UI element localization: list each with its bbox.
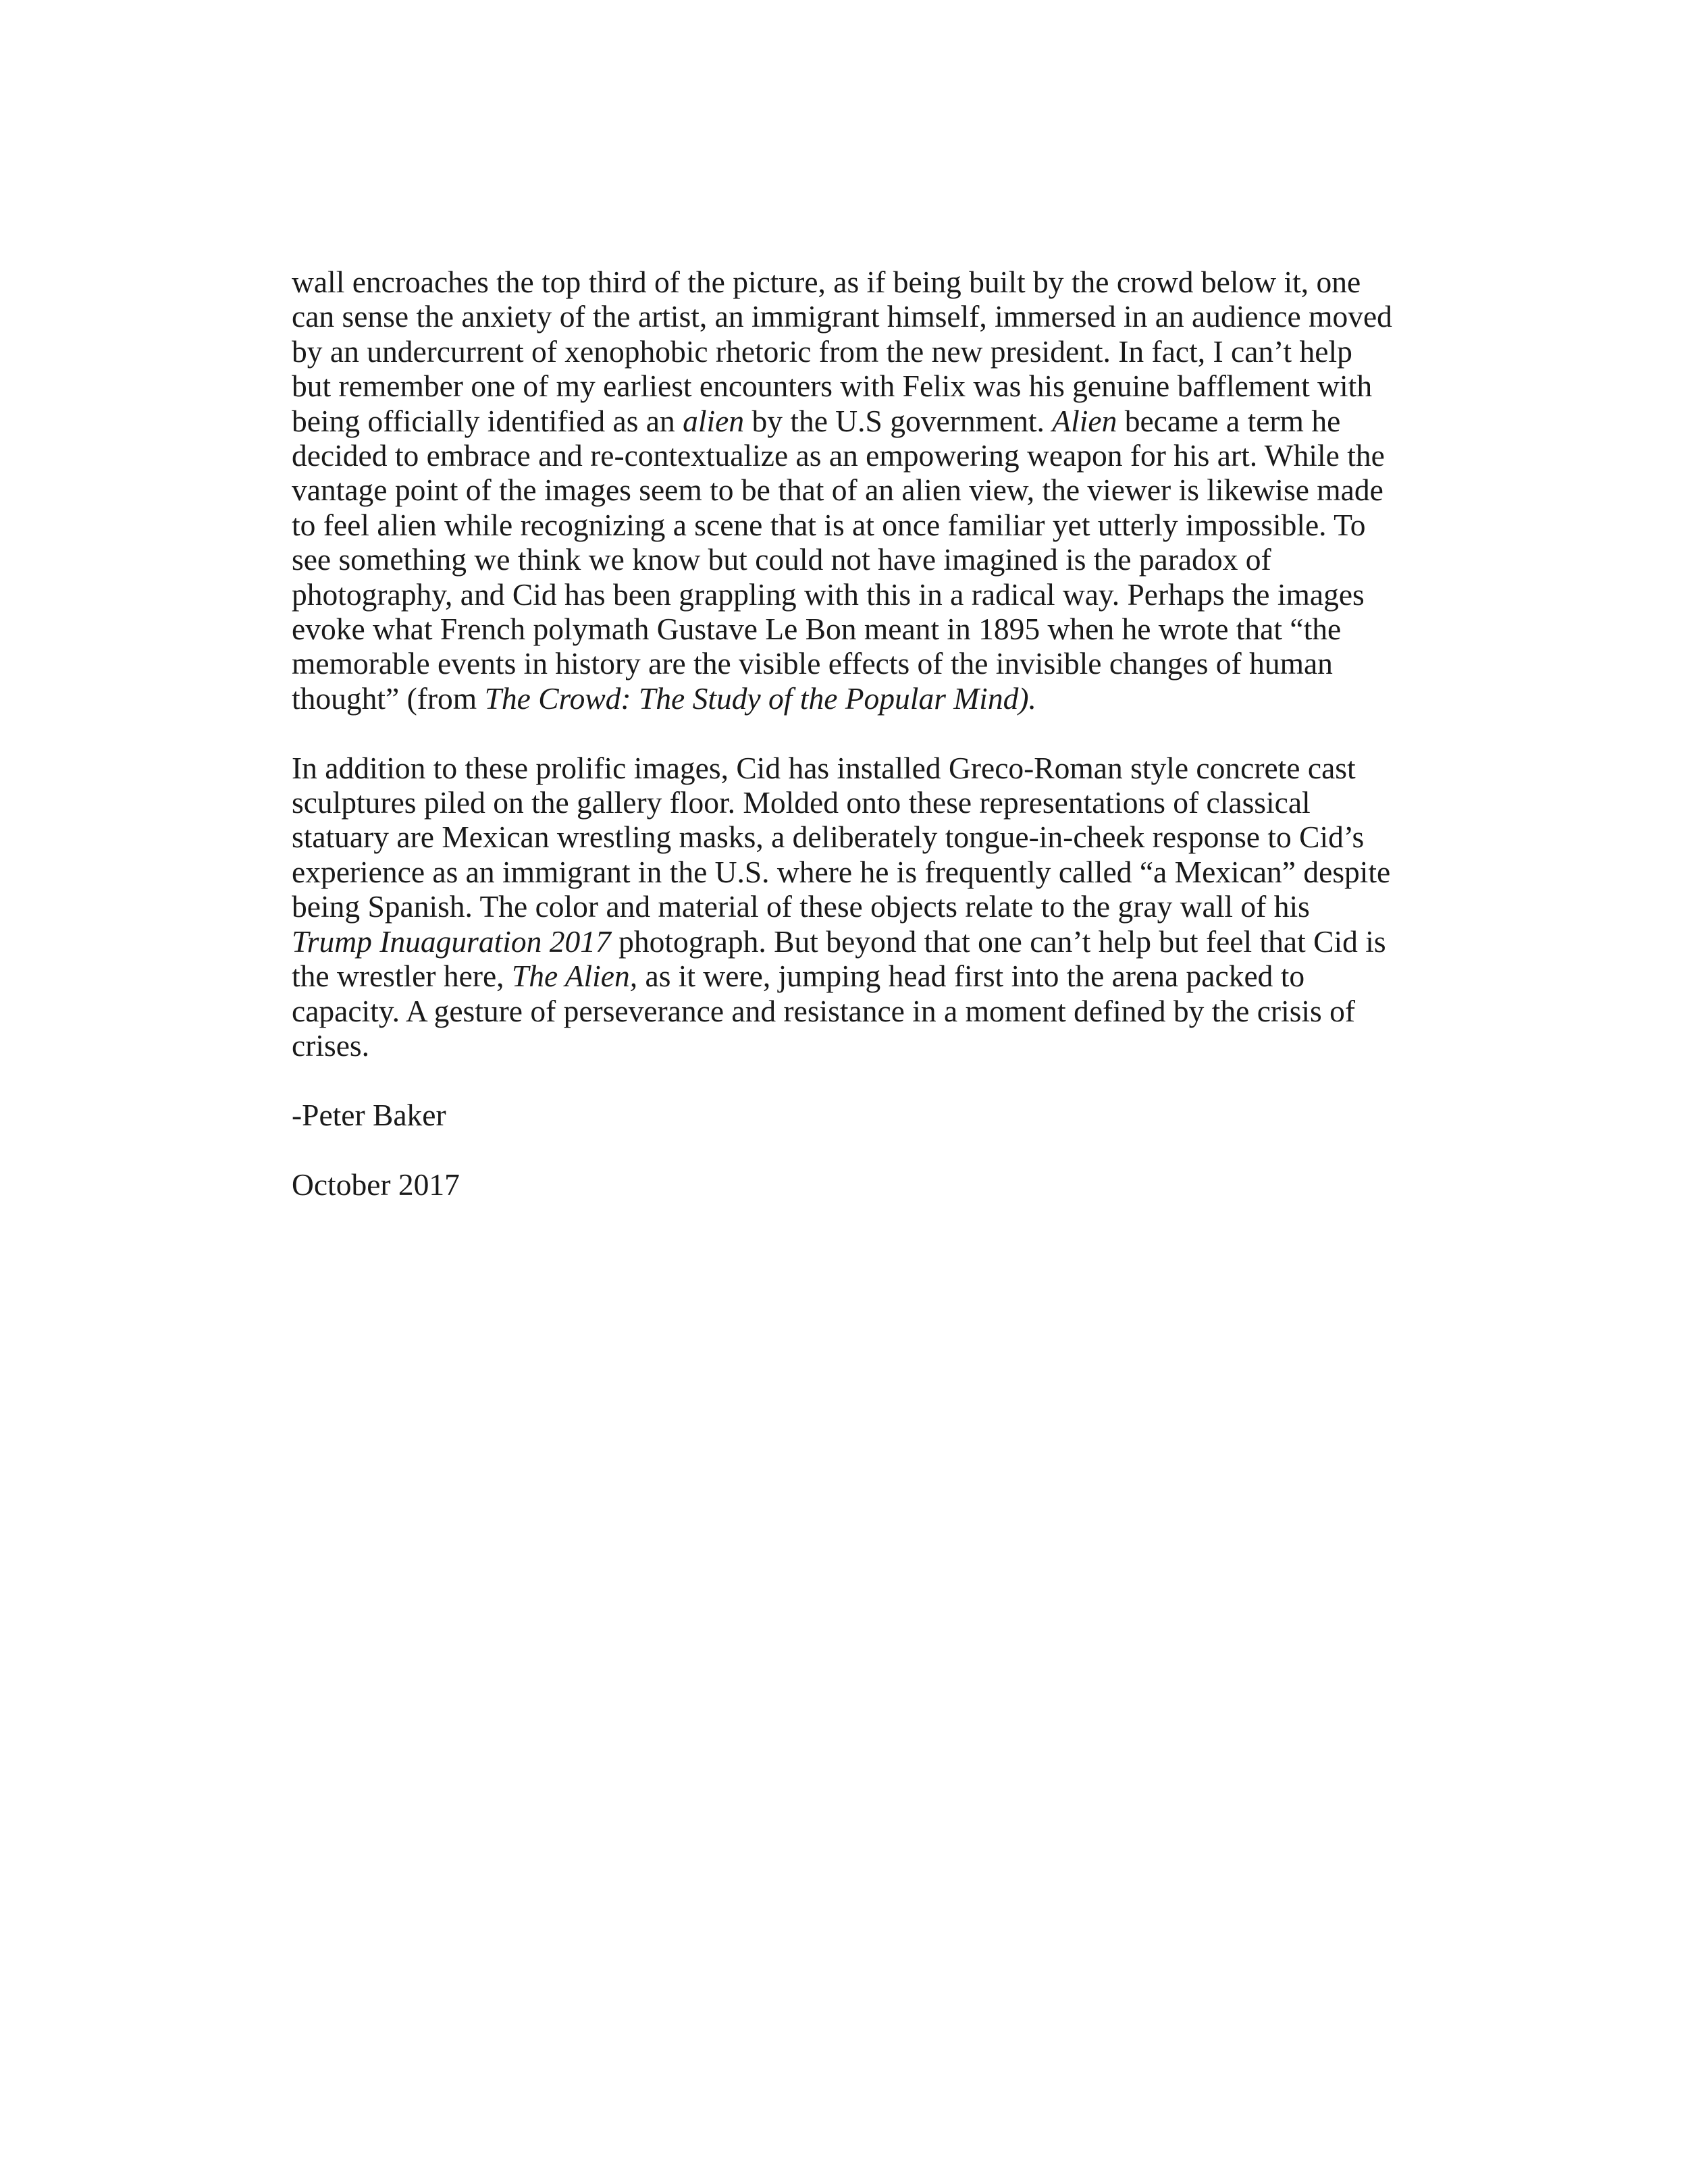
text-segment: but remember one of my earliest encounters with Felix was his genuine bafflement with: [292, 369, 1373, 404]
text-line: [292, 924, 1406, 959]
text-segment: photography, and Cid has been grappling with this in a radical way. Perhaps the images: [292, 577, 1365, 612]
text-line: [292, 473, 1406, 507]
text-line: [292, 681, 1406, 716]
text-line: [292, 612, 1406, 646]
text-line: [292, 646, 1406, 681]
text-segment: being Spanish. The color and material of these objects relate to the gray wall of his: [292, 889, 1310, 924]
text-line: [292, 751, 1406, 785]
document-body: [292, 265, 1406, 1202]
text-segment: vantage point of the images seem to be that of an alien view, the viewer is likewise made: [292, 473, 1383, 508]
text-segment: by the U.S government.: [744, 403, 1053, 438]
text-segment: wall encroaches the top third of the picture, as if being built by the crowd below it, one: [292, 265, 1361, 299]
text-segment: capacity. A gesture of perseverance and resistance in a moment defined by the crisis of: [292, 993, 1356, 1028]
text-line: [292, 889, 1406, 924]
text-line: [292, 785, 1406, 820]
text-segment: In addition to these prolific images, Cid has installed Greco-Roman style concrete cast: [292, 750, 1356, 785]
text-segment: to feel alien while recognizing a scene that is at once familiar yet utterly impossible. To: [292, 507, 1366, 542]
text-segment: decided to embrace and re-contextualize as an empowering weapon for his art. While the: [292, 438, 1385, 473]
text-segment: thought” (from: [292, 681, 485, 716]
signature-spacer: [292, 1132, 1406, 1167]
italic-segment: Alien: [1052, 403, 1117, 438]
text-line: [292, 265, 1406, 299]
text-segment: memorable events in history are the visible effects of the invisible changes of human: [292, 646, 1333, 681]
paragraph-1: [292, 265, 1406, 716]
text-segment: evoke what French polymath Gustave Le Bon meant in 1895 when he wrote that “the: [292, 612, 1342, 647]
text-segment: by an undercurrent of xenophobic rhetoric from the new president. In fact, I can’t help: [292, 334, 1352, 369]
text-line: [292, 994, 1406, 1028]
text-segment: experience as an immigrant in the U.S. where he is frequently called “a Mexican” despite: [292, 854, 1391, 889]
text-segment: became a term he: [1117, 403, 1341, 438]
paragraph-2: [292, 751, 1406, 1063]
text-line: [292, 334, 1406, 369]
signature-date: October 2017: [292, 1167, 460, 1202]
text-line: [292, 577, 1406, 612]
italic-segment: alien: [683, 403, 745, 438]
text-segment: sculptures piled on the gallery floor. Molded onto these representations of classical: [292, 785, 1311, 820]
text-segment: photograph. But beyond that one can’t help but feel that Cid is: [610, 924, 1386, 959]
paragraph-spacer: [292, 716, 1406, 750]
italic-segment: The Alien,: [511, 959, 638, 994]
text-segment: as it were, jumping head first into the arena packed to: [637, 959, 1305, 994]
text-segment: can sense the anxiety of the artist, an immigrant himself, immersed in an audience moved: [292, 299, 1392, 334]
text-segment: see something we think we know but could not have imagined is the paradox of: [292, 542, 1271, 577]
text-line: [292, 820, 1406, 854]
text-line: [292, 1028, 1406, 1063]
paragraph-spacer: [292, 1063, 1406, 1097]
text-line: [292, 438, 1406, 473]
text-line: [292, 404, 1406, 438]
text-segment: the wrestler here,: [292, 959, 512, 994]
text-segment: crises.: [292, 1028, 369, 1063]
text-line: [292, 299, 1406, 334]
text-line: [292, 508, 1406, 542]
author-signature: -Peter Baker: [292, 1097, 446, 1132]
italic-segment: Trump Inuaguration 2017: [292, 924, 611, 959]
text-segment: statuary are Mexican wrestling masks, a deliberately tongue-in-cheek response to Cid’s: [292, 820, 1365, 855]
text-line: [292, 959, 1406, 993]
text-segment: being officially identified as an: [292, 403, 683, 438]
text-line: [292, 542, 1406, 577]
text-line: [292, 855, 1406, 889]
text-line: [292, 369, 1406, 403]
italic-segment: The Crowd: The Study of the Popular Mind).: [484, 681, 1036, 716]
